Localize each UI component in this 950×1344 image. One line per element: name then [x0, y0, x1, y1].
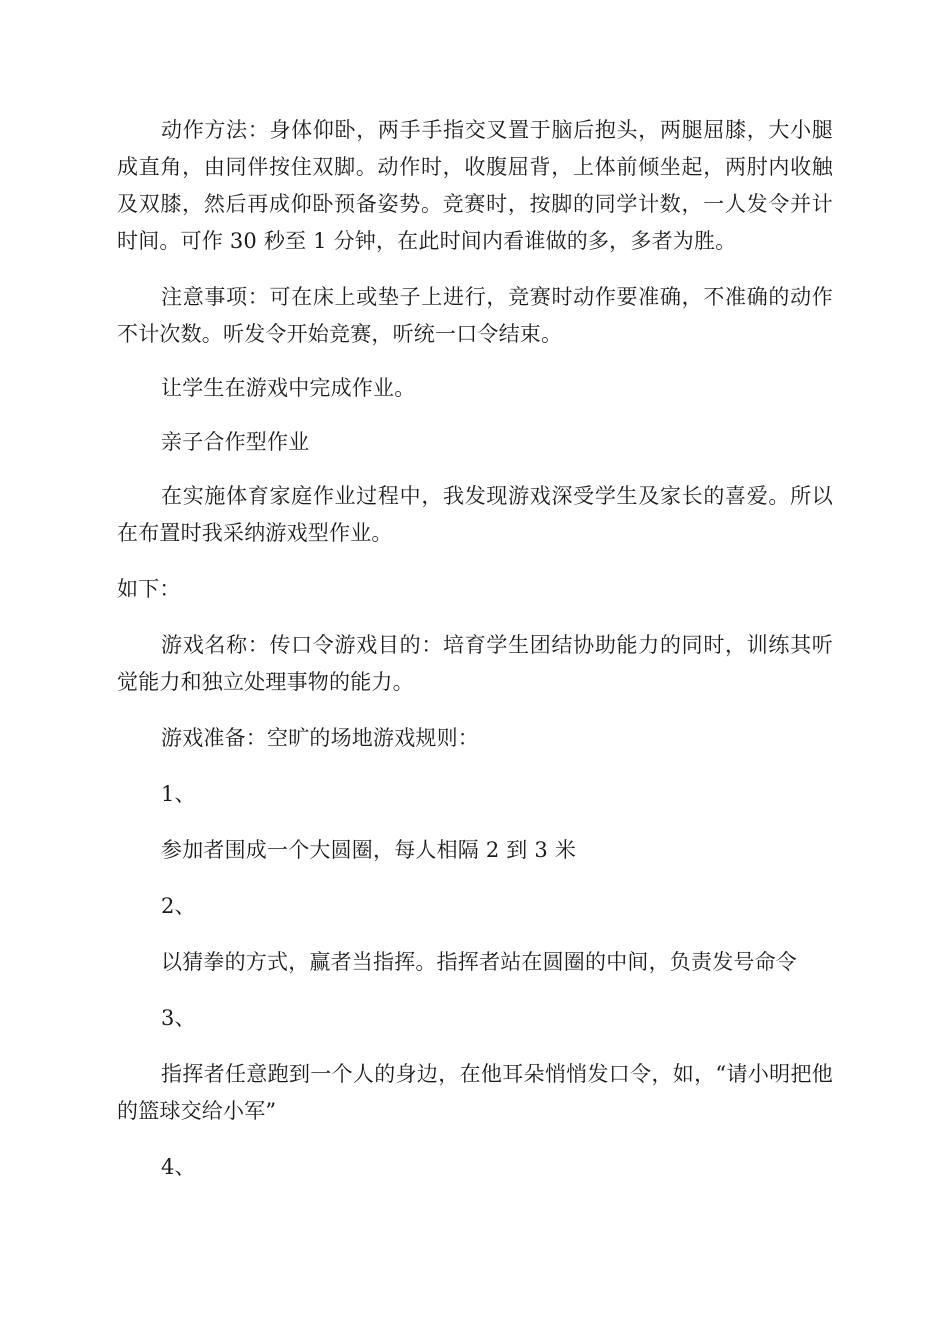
paragraph-as-follows: 如下： — [117, 577, 181, 601]
rule-text-2: 以猜拳的方式，赢者当指挥。指挥者站在圆圈的中间，负责发号命令 — [161, 950, 797, 974]
rule-number-4: 4、 — [161, 1155, 196, 1179]
paragraph-implementation: 在实施体育家庭作业过程中，我发现游戏深受学生及家长的喜爱。所以在布置时我采纳游戏型作业。 — [117, 484, 833, 545]
paragraph-in-game-homework: 让学生在游戏中完成作业。 — [161, 376, 416, 400]
rule-text-1: 参加者围成一个大圆圈，每人相隔 2 到 3 米 — [161, 838, 577, 862]
paragraph-notes: 注意事项：可在床上或垫子上进行，竞赛时动作要准确，不准确的动作不计次数。听发令开始竞赛，听统一口令结束。 — [117, 285, 833, 346]
paragraph-game-prep: 游戏准备：空旷的场地游戏规则： — [161, 726, 479, 750]
rule-number-1: 1、 — [161, 782, 196, 806]
document-body — [117, 112, 833, 1186]
rule-number-2: 2、 — [161, 894, 196, 918]
paragraph-action-method: 动作方法：身体仰卧，两手手指交叉置于脑后抱头，两腿屈膝，大小腿成直角，由同伴按住双脚。动作时，收腹屈背，上体前倾坐起，两肘内收触及双膝，然后再成仰卧预备姿势。竞赛时，按脚的同学计数，一人发令并计时间。可作 30 秒至 1 分钟，在此时间内看谁做的多，多者为胜。 — [117, 118, 833, 253]
rule-text-3: 指挥者任意跑到一个人的身边，在他耳朵悄悄发口令，如，“请小明把他的篮球交给小军” — [117, 1062, 833, 1123]
paragraph-heading-parent-child: 亲子合作型作业 — [161, 430, 310, 454]
paragraph-game-name: 游戏名称：传口令游戏目的：培育学生团结协助能力的同时，训练其听觉能力和独立处理事物的能力。 — [117, 633, 833, 694]
rule-number-3: 3、 — [161, 1006, 196, 1030]
